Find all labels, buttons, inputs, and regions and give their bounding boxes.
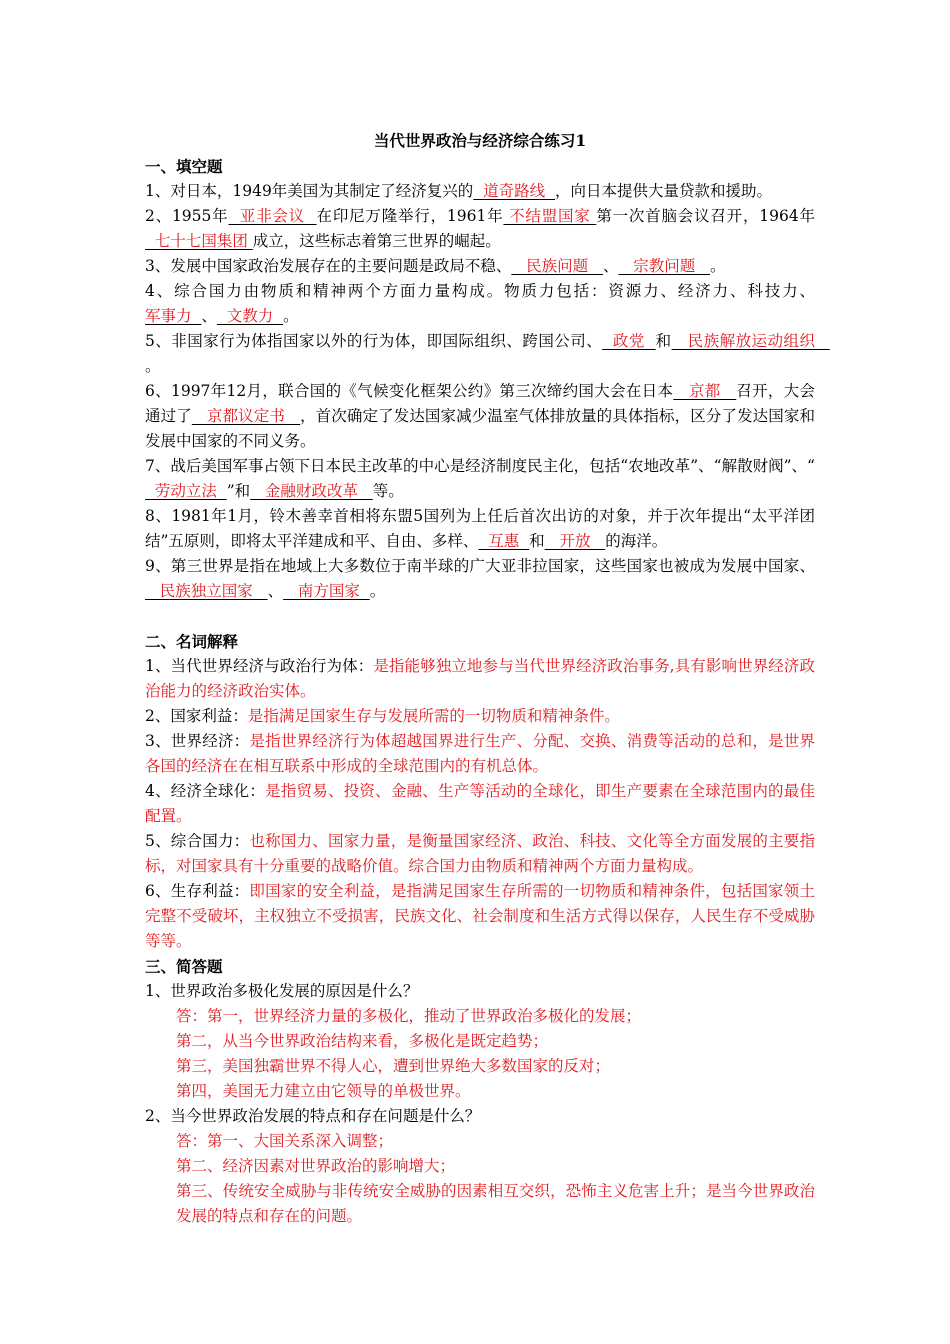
answer-blank: 劳动立法 bbox=[145, 482, 227, 500]
answer-line: 第四，美国无力建立由它领导的单极世界。 bbox=[176, 1082, 471, 1100]
answer-line: 答：第一、大国关系深入调整； bbox=[176, 1132, 394, 1150]
section-heading-terms: 二、名词解释 bbox=[145, 632, 239, 651]
answer-blank: 文教力 bbox=[216, 307, 284, 325]
question-text: ，向日本提供大量贷款和援助。 bbox=[555, 182, 773, 200]
answer-blank: 京都议定书 bbox=[191, 407, 301, 425]
short-question-2: 2、当今世界政治发展的特点和存在问题是什么？ bbox=[145, 1107, 481, 1125]
answer-blank: 不结盟国家 bbox=[503, 207, 597, 225]
answer-blank: 亚非会议 bbox=[228, 207, 317, 225]
term-label: 3、世界经济： bbox=[145, 732, 250, 750]
answer-blank: 政党 bbox=[602, 332, 656, 350]
answer-blank: 七十七国集团 bbox=[145, 232, 253, 250]
term-definition: 即国家的安全利益，是指满足国家生存所需的一切物质和精神条件，包括国家领土完整不受破坏，主权独立不受损害，民族文化、社会制度和生活方式得以保存，人民生存不受威胁等等。 bbox=[145, 882, 815, 950]
answer-blank: 互惠 bbox=[478, 532, 530, 550]
fill-question-3 bbox=[145, 254, 815, 279]
term-definition: 是指世界经济行为体超越国界进行生产、分配、交换、消费等活动的总和，是世界各国的经济在在相互联系中形成的全球范围内的有机总体。 bbox=[145, 732, 815, 775]
term-definition: 是指满足国家生存与发展所需的一切物质和精神条件。 bbox=[247, 707, 620, 725]
answer-line: 第二、经济因素对世界政治的影响增大； bbox=[176, 1157, 456, 1175]
document-page bbox=[145, 128, 830, 1229]
question-text: 3、发展中国家政治发展存在的主要问题是政局不稳、 bbox=[145, 257, 512, 275]
question-text: 。 bbox=[710, 257, 726, 275]
term-label: 2、国家利益： bbox=[145, 707, 248, 725]
answer-line: 第二，从当今世界政治结构来看，多极化是既定趋势； bbox=[176, 1032, 549, 1050]
term-item bbox=[145, 779, 815, 829]
term-label: 6、生存利益： bbox=[145, 882, 250, 900]
document-title: 当代世界政治与经济综合练习1 bbox=[373, 131, 587, 150]
question-text: 的海洋。 bbox=[605, 532, 668, 550]
term-label: 4、经济全球化： bbox=[145, 782, 266, 800]
term-item bbox=[145, 654, 815, 704]
question-text: 。 bbox=[283, 307, 299, 325]
question-text: 1、对日本，1949年美国为其制定了经济复兴的 bbox=[145, 182, 474, 200]
term-label: 1、当代世界经济与政治行为体： bbox=[145, 657, 374, 675]
answer-line: 答：第一，世界经济力量的多极化，推动了世界政治多极化的发展； bbox=[176, 1007, 642, 1025]
answer-blank: 京都 bbox=[673, 382, 737, 400]
fill-question-7 bbox=[145, 454, 815, 504]
term-label: 5、综合国力： bbox=[145, 832, 250, 850]
answer-blank: 道奇路线 bbox=[473, 182, 556, 200]
question-text: ”和 bbox=[226, 482, 251, 500]
fill-question-9 bbox=[145, 554, 815, 604]
answer-blank: 民族独立国家 bbox=[145, 582, 268, 600]
term-item bbox=[145, 879, 815, 954]
question-text: 6、1997年12月，联合国的《气候变化框架公约》第三次缔约国大会在日本 bbox=[145, 382, 674, 400]
question-text: 8、1981年1月，铃木善幸首相将东盟5国列为上任后首次出访的对象，并于次年提出“太平洋团结”五原则，即将太平洋建成和平、自由、多样、 bbox=[145, 507, 815, 550]
question-text: 、 bbox=[602, 257, 619, 275]
question-text: 。 bbox=[145, 357, 161, 375]
question-text: 召开，大会通过了 bbox=[145, 382, 815, 425]
answer-blank: 开放 bbox=[544, 532, 606, 550]
answer-blank: 宗教问题 bbox=[618, 257, 711, 275]
question-text: 5、非国家行为体指国家以外的行为体，即国际组织、跨国公司、 bbox=[145, 332, 603, 350]
answer-blank: 金融财政改革 bbox=[250, 482, 373, 500]
answer-blank: 民族解放运动组织 bbox=[671, 332, 830, 350]
question-text: 成立，这些标志着第三世界的崛起。 bbox=[252, 232, 501, 250]
question-text: 、 bbox=[201, 307, 217, 325]
answer-blank: 军事力 bbox=[145, 307, 202, 325]
question-text: 、 bbox=[267, 582, 284, 600]
fill-question-8 bbox=[145, 504, 815, 554]
term-item bbox=[145, 829, 815, 879]
section-heading-short-answer: 三、简答题 bbox=[145, 957, 223, 976]
question-text: 第一次首脑会议召开，1964年 bbox=[596, 207, 815, 225]
term-definition: 是指能够独立地参与当代世界经济政治事务,具有影响世界经济政治能力的经济政治实体。 bbox=[145, 657, 815, 700]
question-text: 和 bbox=[529, 532, 545, 550]
question-text: 和 bbox=[655, 332, 672, 350]
fill-question-5 bbox=[145, 329, 830, 379]
term-item bbox=[145, 729, 815, 779]
answer-line: 第三、传统安全威胁与非传统安全威胁的因素相互交织，恐怖主义危害上升；是当今世界政治发展的特点和存在的问题。 bbox=[176, 1182, 815, 1225]
term-definition: 是指贸易、投资、金融、生产等活动的全球化，即生产要素在全球范围内的最佳配置。 bbox=[145, 782, 815, 825]
answer-blank: 南方国家 bbox=[283, 582, 370, 600]
question-text: ，首次确定了发达国家减少温室气体排放量的具体指标，区分了发达国家和发展中国家的不同义务。 bbox=[145, 407, 815, 450]
question-text: 4、综合国力由物质和精神两个方面力量构成。物质力包括：资源力、经济力、科技力、 bbox=[145, 282, 815, 300]
fill-question-1 bbox=[145, 179, 815, 204]
answer-blank: 民族问题 bbox=[511, 257, 603, 275]
fill-question-2 bbox=[145, 204, 815, 254]
fill-question-6 bbox=[145, 379, 815, 454]
question-text: 9、第三世界是指在地域上大多数位于南半球的广大亚非拉国家，这些国家也被成为发展中国家、 bbox=[145, 557, 815, 575]
answer-line: 第三，美国独霸世界不得人心，遭到世界绝大多数国家的反对； bbox=[176, 1057, 611, 1075]
question-text: 7、战后美国军事占领下日本民主改革的中心是经济制度民主化，包括“农地改革”、“解散财阀”、“ bbox=[145, 457, 815, 475]
term-item bbox=[145, 704, 815, 729]
section-heading-fill-blank: 一、填空题 bbox=[145, 157, 223, 176]
spacer bbox=[145, 604, 815, 629]
question-text: 等。 bbox=[372, 482, 404, 500]
short-question-1: 1、世界政治多极化发展的原因是什么？ bbox=[145, 982, 419, 1000]
question-text: 在印尼万隆举行，1961年 bbox=[316, 207, 504, 225]
question-text: 2、1955年 bbox=[145, 207, 229, 225]
term-definition: 也称国力、国家力量，是衡量国家经济、政治、科技、文化等全方面发展的主要指标，对国家具有十分重要的战略价值。综合国力由物质和精神两个方面力量构成。 bbox=[145, 832, 815, 875]
fill-question-4 bbox=[145, 279, 815, 329]
question-text: 。 bbox=[369, 582, 386, 600]
